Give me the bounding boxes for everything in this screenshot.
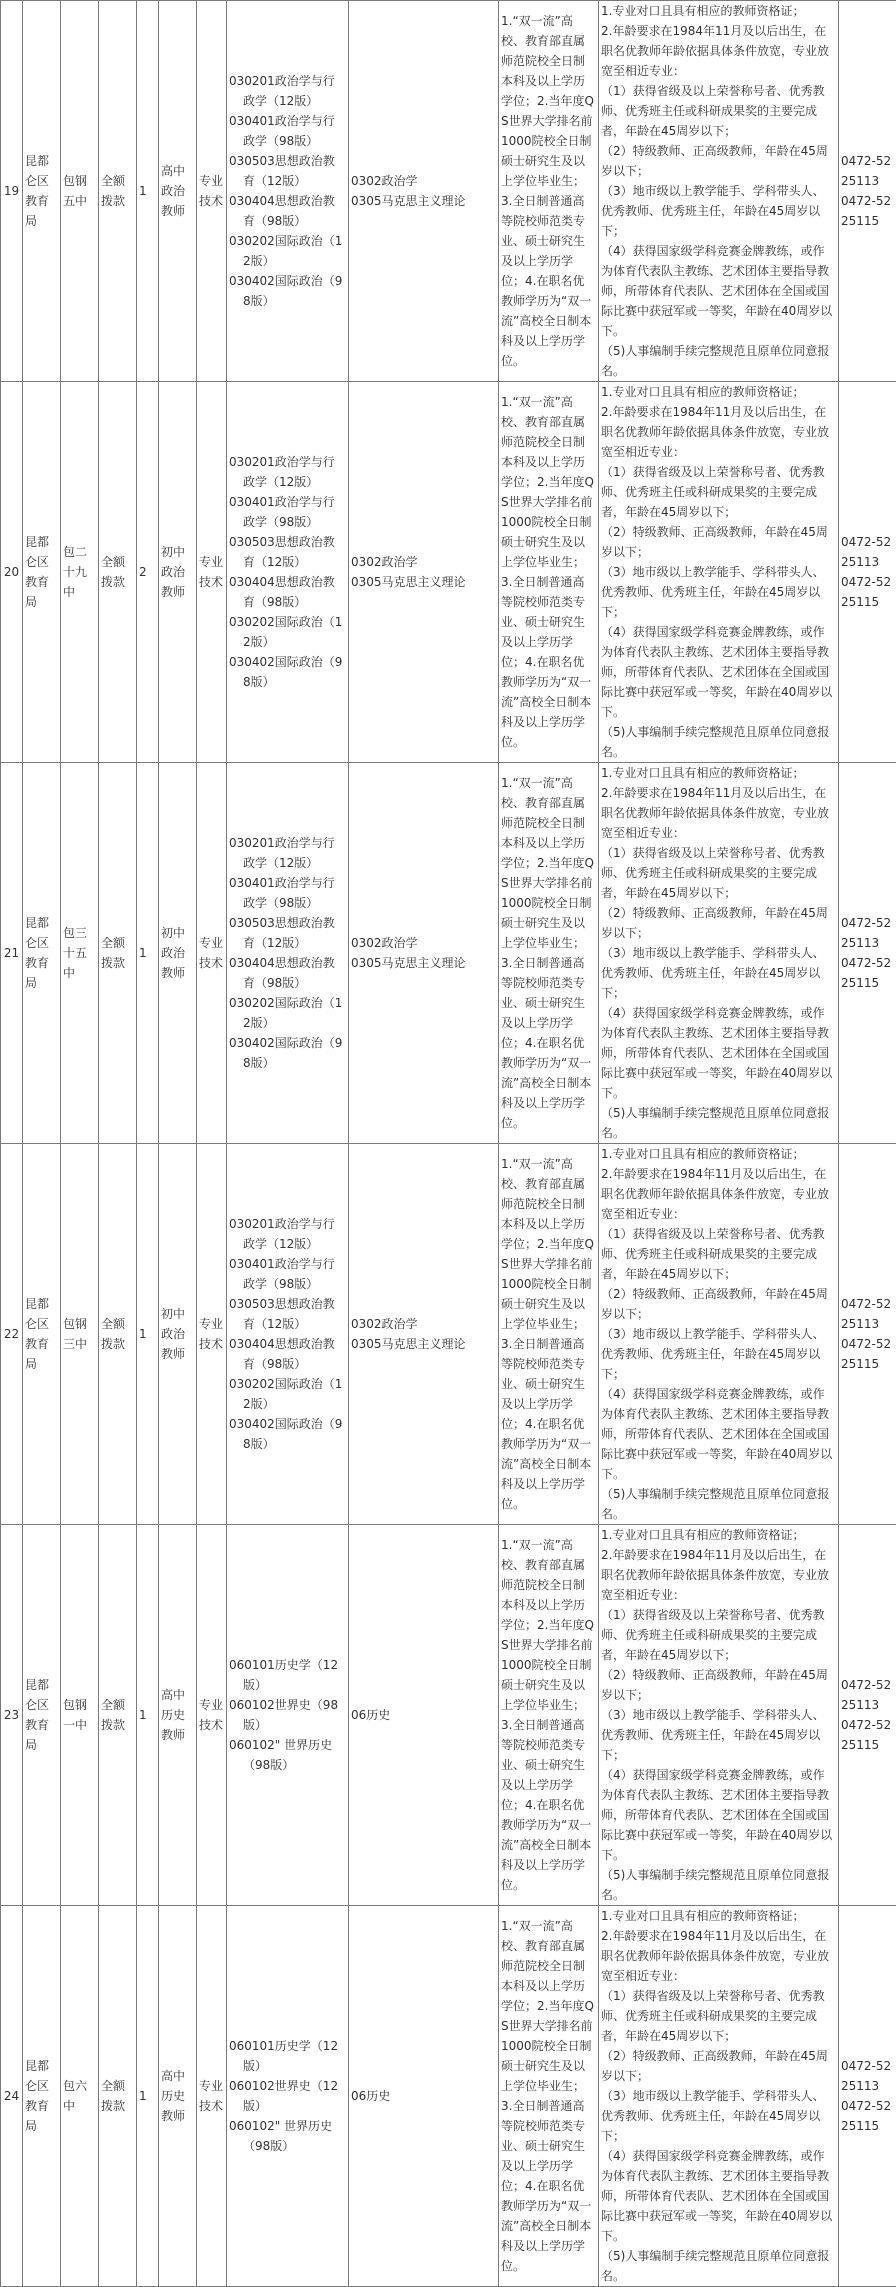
undergrad-major-item: 060102世界史（98版）: [229, 1695, 346, 1735]
requirement-item: 1.专业对口且具有相应的教师资格证；: [601, 1, 836, 21]
requirement-item: （5)人事编制手续完整规范且原单位同意报名。: [601, 1484, 836, 1524]
requirement-item: 1.专业对口且具有相应的教师资格证；: [601, 1144, 836, 1164]
funding-cell: [99, 1144, 137, 1525]
requirement-item: （3）地市级以上教学能手、学科带头人、优秀教师、优秀班主任，年龄在45周岁以下；: [601, 562, 836, 622]
requirement-item: 2.年龄要求在1984年11月及以后出生，在职名优教师年龄依据具体条件放宽，专业放宽至相近专业：: [601, 783, 836, 843]
contact-phone: 0472-5225113: [841, 532, 894, 572]
undergrad-major-item: 060101历史学（12版）: [229, 1655, 346, 1695]
undergrad-major-item: 030401政治学与行政学（98版）: [229, 492, 346, 532]
school-name: 包钢一中: [63, 1698, 87, 1732]
requirement-item: （5)人事编制手续完整规范且原单位同意报名。: [601, 341, 836, 381]
undergrad-majors-cell: [227, 382, 349, 763]
education-cell: [499, 1144, 599, 1525]
row-index-cell: [1, 763, 23, 1144]
post-type-cell: [197, 382, 227, 763]
row-index: 19: [4, 184, 19, 198]
position-name: 高中历史教师: [161, 2069, 185, 2123]
undergrad-major-item: 030404思想政治教育（98版）: [229, 953, 346, 993]
position-name: 初中政治教师: [161, 926, 185, 980]
phones-cell: [839, 1906, 896, 2287]
grad-major-item: 06历史: [351, 2086, 496, 2106]
undergrad-major-item: 030404思想政治教育（98版）: [229, 572, 346, 612]
contact-phone: 0472-5225115: [841, 1715, 894, 1755]
hiring-unit: 昆都仑区教育局: [25, 916, 49, 990]
hiring-unit: 昆都仑区教育局: [25, 154, 49, 228]
post-type: 专业技术: [199, 555, 223, 589]
hiring-unit: 昆都仑区教育局: [25, 2059, 49, 2133]
undergrad-major-item: 030402国际政治（98版）: [229, 652, 346, 692]
requirement-item: 1.专业对口且具有相应的教师资格证；: [601, 1525, 836, 1545]
table-row: [1, 1525, 896, 1906]
contact-phone: 0472-5225113: [841, 151, 894, 191]
row-index: 23: [4, 1708, 19, 1722]
undergrad-majors-cell: [227, 1906, 349, 2287]
row-index: 20: [4, 565, 19, 579]
education-requirement: 1.“双一流”高校、教育部直属师范院校全日制本科及以上学历学位；2.当年度QS世界大学排名前1000院校全日制硕士研究生及以上学位毕业生；3.全日制普通高等院校师范类专业、硕士研究生及以上学历学位；4.在职名优教师学历为“双一流”高校全日制本科及以上学历学位。: [501, 14, 594, 368]
unit-cell: [23, 1906, 61, 2287]
hiring-unit: 昆都仑区教育局: [25, 535, 49, 609]
post-type: 专业技术: [199, 174, 223, 208]
funding-type: 全额拨款: [101, 2079, 125, 2113]
grad-majors-cell: [349, 382, 499, 763]
funding-cell: [99, 382, 137, 763]
school-cell: [61, 763, 99, 1144]
requirement-item: （4）获得国家级学科竞赛金牌教练，或作为体育代表队主教练、艺术团体主要指导教师，所带体育代表队、艺术团体在全国或国际比赛中获冠军或一等奖，年龄在40周岁以下。: [601, 622, 836, 722]
funding-type: 全额拨款: [101, 555, 125, 589]
count-cell: [137, 1525, 159, 1906]
funding-cell: [99, 1525, 137, 1906]
contact-phone: 0472-5225113: [841, 1294, 894, 1334]
position-cell: [159, 1525, 197, 1906]
position-name: 初中政治教师: [161, 1307, 185, 1361]
phones-cell: [839, 382, 896, 763]
contact-phone: 0472-5225113: [841, 913, 894, 953]
position-cell: [159, 1906, 197, 2287]
unit-cell: [23, 1525, 61, 1906]
school-name: 包二十九中: [63, 545, 87, 599]
requirements-cell: [599, 1, 839, 382]
grad-major-item: 0305马克思主义理论: [351, 1334, 496, 1354]
count-cell: [137, 763, 159, 1144]
undergrad-major-item: 030201政治学与行政学（12版）: [229, 1214, 346, 1254]
requirement-item: （1）获得省级及以上荣誉称号者、优秀教师、优秀班主任或科研成果奖的主要完成者，年龄在45周岁以下；: [601, 1224, 836, 1284]
requirement-item: （1）获得省级及以上荣誉称号者、优秀教师、优秀班主任或科研成果奖的主要完成者，年龄在45周岁以下；: [601, 1986, 836, 2046]
hiring-count: 1: [139, 2089, 147, 2103]
row-index-cell: [1, 382, 23, 763]
row-index-cell: [1, 1906, 23, 2287]
grad-major-item: 0305马克思主义理论: [351, 953, 496, 973]
requirement-item: （3）地市级以上教学能手、学科带头人、优秀教师、优秀班主任，年龄在45周岁以下；: [601, 1705, 836, 1765]
contact-phone: 0472-5225113: [841, 1675, 894, 1715]
undergrad-major-item: 060102" 世界历史（98版）: [229, 1735, 346, 1775]
phones-cell: [839, 1144, 896, 1525]
post-type: 专业技术: [199, 1317, 223, 1351]
row-index-cell: [1, 1, 23, 382]
requirement-item: （2）特级教师、正高级教师，年龄在45周岁以下；: [601, 1665, 836, 1705]
grad-major-item: 0305马克思主义理论: [351, 191, 496, 211]
table-body: [1, 1, 896, 2287]
funding-cell: [99, 763, 137, 1144]
post-type: 专业技术: [199, 936, 223, 970]
undergrad-major-item: 030201政治学与行政学（12版）: [229, 452, 346, 492]
grad-majors-cell: [349, 1144, 499, 1525]
education-cell: [499, 1906, 599, 2287]
hiring-count: 1: [139, 946, 147, 960]
unit-cell: [23, 763, 61, 1144]
requirement-item: （3）地市级以上教学能手、学科带头人、优秀教师、优秀班主任，年龄在45周岁以下；: [601, 2086, 836, 2146]
undergrad-major-item: 030402国际政治（98版）: [229, 1414, 346, 1454]
requirement-item: 2.年龄要求在1984年11月及以后出生，在职名优教师年龄依据具体条件放宽，专业放宽至相近专业：: [601, 1545, 836, 1605]
education-requirement: 1.“双一流”高校、教育部直属师范院校全日制本科及以上学历学位；2.当年度QS世界大学排名前1000院校全日制硕士研究生及以上学位毕业生；3.全日制普通高等院校师范类专业、硕士研究生及以上学历学位；4.在职名优教师学历为“双一流”高校全日制本科及以上学历学位。: [501, 1157, 594, 1511]
undergrad-majors-cell: [227, 763, 349, 1144]
position-cell: [159, 763, 197, 1144]
hiring-count: 1: [139, 1708, 147, 1722]
undergrad-major-item: 060101历史学（12版）: [229, 2036, 346, 2076]
requirement-item: （4）获得国家级学科竞赛金牌教练，或作为体育代表队主教练、艺术团体主要指导教师，所带体育代表队、艺术团体在全国或国际比赛中获冠军或一等奖，年龄在40周岁以下。: [601, 1765, 836, 1865]
school-name: 包六中: [63, 2079, 87, 2113]
school-cell: [61, 382, 99, 763]
requirement-item: （4）获得国家级学科竞赛金牌教练，或作为体育代表队主教练、艺术团体主要指导教师，所带体育代表队、艺术团体在全国或国际比赛中获冠军或一等奖，年龄在40周岁以下。: [601, 2146, 836, 2246]
requirements-cell: [599, 763, 839, 1144]
undergrad-major-item: 030503思想政治教育（12版）: [229, 151, 346, 191]
undergrad-majors-cell: [227, 1, 349, 382]
requirement-item: 2.年龄要求在1984年11月及以后出生，在职名优教师年龄依据具体条件放宽，专业放宽至相近专业：: [601, 1926, 836, 1986]
post-type-cell: [197, 763, 227, 1144]
unit-cell: [23, 1144, 61, 1525]
requirement-item: （2）特级教师、正高级教师，年龄在45周岁以下；: [601, 903, 836, 943]
requirement-item: （1）获得省级及以上荣誉称号者、优秀教师、优秀班主任或科研成果奖的主要完成者，年龄在45周岁以下；: [601, 462, 836, 522]
position-cell: [159, 1, 197, 382]
requirement-item: （2）特级教师、正高级教师，年龄在45周岁以下；: [601, 141, 836, 181]
unit-cell: [23, 1, 61, 382]
grad-major-item: 0302政治学: [351, 1314, 496, 1334]
requirements-cell: [599, 1525, 839, 1906]
grad-majors-cell: [349, 1906, 499, 2287]
funding-type: 全额拨款: [101, 174, 125, 208]
undergrad-major-item: 030404思想政治教育（98版）: [229, 191, 346, 231]
undergrad-major-item: 030401政治学与行政学（98版）: [229, 111, 346, 151]
phones-cell: [839, 763, 896, 1144]
undergrad-major-item: 030503思想政治教育（12版）: [229, 532, 346, 572]
requirement-item: （2）特级教师、正高级教师，年龄在45周岁以下；: [601, 1284, 836, 1324]
count-cell: [137, 1144, 159, 1525]
contact-phone: 0472-5225115: [841, 953, 894, 993]
row-index: 21: [4, 946, 19, 960]
school-name: 包三十五中: [63, 926, 87, 980]
undergrad-major-item: 030202国际政治（12版）: [229, 231, 346, 271]
position-name: 高中历史教师: [161, 1688, 185, 1742]
post-type-cell: [197, 1525, 227, 1906]
table-row: [1, 763, 896, 1144]
education-cell: [499, 382, 599, 763]
row-index: 24: [4, 2089, 19, 2103]
requirement-item: （5)人事编制手续完整规范且原单位同意报名。: [601, 2246, 836, 2286]
undergrad-major-item: 030201政治学与行政学（12版）: [229, 833, 346, 873]
funding-type: 全额拨款: [101, 936, 125, 970]
hiring-count: 1: [139, 1327, 147, 1341]
requirement-item: （3）地市级以上教学能手、学科带头人、优秀教师、优秀班主任，年龄在45周岁以下；: [601, 1324, 836, 1384]
requirement-item: （3）地市级以上教学能手、学科带头人、优秀教师、优秀班主任，年龄在45周岁以下；: [601, 943, 836, 1003]
undergrad-majors-cell: [227, 1144, 349, 1525]
table-row: [1, 382, 896, 763]
row-index: 22: [4, 1327, 19, 1341]
hiring-count: 1: [139, 184, 147, 198]
hiring-count: 2: [139, 565, 147, 579]
school-name: 包钢五中: [63, 174, 87, 208]
row-index-cell: [1, 1144, 23, 1525]
undergrad-major-item: 030503思想政治教育（12版）: [229, 913, 346, 953]
requirement-item: （1）获得省级及以上荣誉称号者、优秀教师、优秀班主任或科研成果奖的主要完成者，年龄在45周岁以下；: [601, 843, 836, 903]
requirement-item: （3）地市级以上教学能手、学科带头人、优秀教师、优秀班主任，年龄在45周岁以下；: [601, 181, 836, 241]
undergrad-major-item: 030202国际政治（12版）: [229, 612, 346, 652]
requirement-item: 1.专业对口且具有相应的教师资格证；: [601, 382, 836, 402]
funding-type: 全额拨款: [101, 1317, 125, 1351]
requirement-item: （1）获得省级及以上荣誉称号者、优秀教师、优秀班主任或科研成果奖的主要完成者，年龄在45周岁以下；: [601, 1605, 836, 1665]
requirement-item: 1.专业对口且具有相应的教师资格证；: [601, 1906, 836, 1926]
grad-majors-cell: [349, 763, 499, 1144]
education-cell: [499, 1, 599, 382]
grad-major-item: 0302政治学: [351, 171, 496, 191]
school-cell: [61, 1144, 99, 1525]
school-cell: [61, 1906, 99, 2287]
contact-phone: 0472-5225113: [841, 2056, 894, 2096]
requirement-item: （5)人事编制手续完整规范且原单位同意报名。: [601, 1103, 836, 1143]
requirements-cell: [599, 382, 839, 763]
funding-type: 全额拨款: [101, 1698, 125, 1732]
undergrad-major-item: 060102" 世界历史（98版）: [229, 2116, 346, 2156]
contact-phone: 0472-5225115: [841, 1334, 894, 1374]
requirement-item: （4）获得国家级学科竞赛金牌教练，或作为体育代表队主教练、艺术团体主要指导教师，所带体育代表队、艺术团体在全国或国际比赛中获冠军或一等奖，年龄在40周岁以下。: [601, 1384, 836, 1484]
school-cell: [61, 1525, 99, 1906]
phones-cell: [839, 1525, 896, 1906]
post-type: 专业技术: [199, 2079, 223, 2113]
post-type-cell: [197, 1906, 227, 2287]
requirement-item: （4）获得国家级学科竞赛金牌教练，或作为体育代表队主教练、艺术团体主要指导教师，所带体育代表队、艺术团体在全国或国际比赛中获冠军或一等奖，年龄在40周岁以下。: [601, 1003, 836, 1103]
undergrad-major-item: 030401政治学与行政学（98版）: [229, 1254, 346, 1294]
education-requirement: 1.“双一流”高校、教育部直属师范院校全日制本科及以上学历学位；2.当年度QS世界大学排名前1000院校全日制硕士研究生及以上学位毕业生；3.全日制普通高等院校师范类专业、硕士研究生及以上学历学位；4.在职名优教师学历为“双一流”高校全日制本科及以上学历学位。: [501, 1919, 594, 2273]
undergrad-major-item: 030503思想政治教育（12版）: [229, 1294, 346, 1334]
undergrad-major-item: 030404思想政治教育（98版）: [229, 1334, 346, 1374]
school-cell: [61, 1, 99, 382]
position-cell: [159, 382, 197, 763]
education-cell: [499, 763, 599, 1144]
grad-major-item: 0302政治学: [351, 933, 496, 953]
count-cell: [137, 1, 159, 382]
post-type-cell: [197, 1, 227, 382]
undergrad-major-item: 030402国际政治（98版）: [229, 271, 346, 311]
count-cell: [137, 1906, 159, 2287]
hiring-unit: 昆都仑区教育局: [25, 1678, 49, 1752]
education-requirement: 1.“双一流”高校、教育部直属师范院校全日制本科及以上学历学位；2.当年度QS世界大学排名前1000院校全日制硕士研究生及以上学位毕业生；3.全日制普通高等院校师范类专业、硕士研究生及以上学历学位；4.在职名优教师学历为“双一流”高校全日制本科及以上学历学位。: [501, 1538, 594, 1892]
requirement-item: 2.年龄要求在1984年11月及以后出生，在职名优教师年龄依据具体条件放宽，专业放宽至相近专业：: [601, 1164, 836, 1224]
education-requirement: 1.“双一流”高校、教育部直属师范院校全日制本科及以上学历学位；2.当年度QS世界大学排名前1000院校全日制硕士研究生及以上学位毕业生；3.全日制普通高等院校师范类专业、硕士研究生及以上学历学位；4.在职名优教师学历为“双一流”高校全日制本科及以上学历学位。: [501, 395, 594, 749]
phones-cell: [839, 1, 896, 382]
grad-major-item: 06历史: [351, 1705, 496, 1725]
undergrad-major-item: 030402国际政治（98版）: [229, 1033, 346, 1073]
unit-cell: [23, 382, 61, 763]
undergrad-major-item: 030401政治学与行政学（98版）: [229, 873, 346, 913]
grad-major-item: 0305马克思主义理论: [351, 572, 496, 592]
position-name: 高中政治教师: [161, 164, 185, 218]
funding-cell: [99, 1906, 137, 2287]
position-cell: [159, 1144, 197, 1525]
row-index-cell: [1, 1525, 23, 1906]
requirement-item: （4）获得国家级学科竞赛金牌教练，或作为体育代表队主教练、艺术团体主要指导教师，所带体育代表队、艺术团体在全国或国际比赛中获冠军或一等奖，年龄在40周岁以下。: [601, 241, 836, 341]
requirement-item: 2.年龄要求在1984年11月及以后出生，在职名优教师年龄依据具体条件放宽，专业放宽至相近专业：: [601, 21, 836, 81]
education-requirement: 1.“双一流”高校、教育部直属师范院校全日制本科及以上学历学位；2.当年度QS世界大学排名前1000院校全日制硕士研究生及以上学位毕业生；3.全日制普通高等院校师范类专业、硕士研究生及以上学历学位；4.在职名优教师学历为“双一流”高校全日制本科及以上学历学位。: [501, 776, 594, 1130]
grad-major-item: 0302政治学: [351, 552, 496, 572]
undergrad-major-item: 030202国际政治（12版）: [229, 993, 346, 1033]
table-row: [1, 1, 896, 382]
requirement-item: （5)人事编制手续完整规范且原单位同意报名。: [601, 722, 836, 762]
contact-phone: 0472-5225115: [841, 2096, 894, 2136]
requirements-cell: [599, 1906, 839, 2287]
requirement-item: 1.专业对口且具有相应的教师资格证；: [601, 763, 836, 783]
undergrad-major-item: 030202国际政治（12版）: [229, 1374, 346, 1414]
requirement-item: （5)人事编制手续完整规范且原单位同意报名。: [601, 1865, 836, 1905]
count-cell: [137, 382, 159, 763]
grad-majors-cell: [349, 1525, 499, 1906]
grad-majors-cell: [349, 1, 499, 382]
requirement-item: （2）特级教师、正高级教师，年龄在45周岁以下；: [601, 522, 836, 562]
school-name: 包钢三中: [63, 1317, 87, 1351]
table-row: [1, 1906, 896, 2287]
post-type-cell: [197, 1144, 227, 1525]
requirement-item: 2.年龄要求在1984年11月及以后出生，在职名优教师年龄依据具体条件放宽，专业放宽至相近专业：: [601, 402, 836, 462]
table-row: [1, 1144, 896, 1525]
undergrad-major-item: 060102世界史（12版）: [229, 2076, 346, 2116]
undergrad-majors-cell: [227, 1525, 349, 1906]
education-cell: [499, 1525, 599, 1906]
post-type: 专业技术: [199, 1698, 223, 1732]
hiring-unit: 昆都仑区教育局: [25, 1297, 49, 1371]
undergrad-major-item: 030201政治学与行政学（12版）: [229, 71, 346, 111]
requirement-item: （2）特级教师、正高级教师，年龄在45周岁以下；: [601, 2046, 836, 2086]
funding-cell: [99, 1, 137, 382]
requirement-item: （1）获得省级及以上荣誉称号者、优秀教师、优秀班主任或科研成果奖的主要完成者，年龄在45周岁以下；: [601, 81, 836, 141]
position-name: 初中政治教师: [161, 545, 185, 599]
contact-phone: 0472-5225115: [841, 572, 894, 612]
contact-phone: 0472-5225115: [841, 191, 894, 231]
requirements-cell: [599, 1144, 839, 1525]
